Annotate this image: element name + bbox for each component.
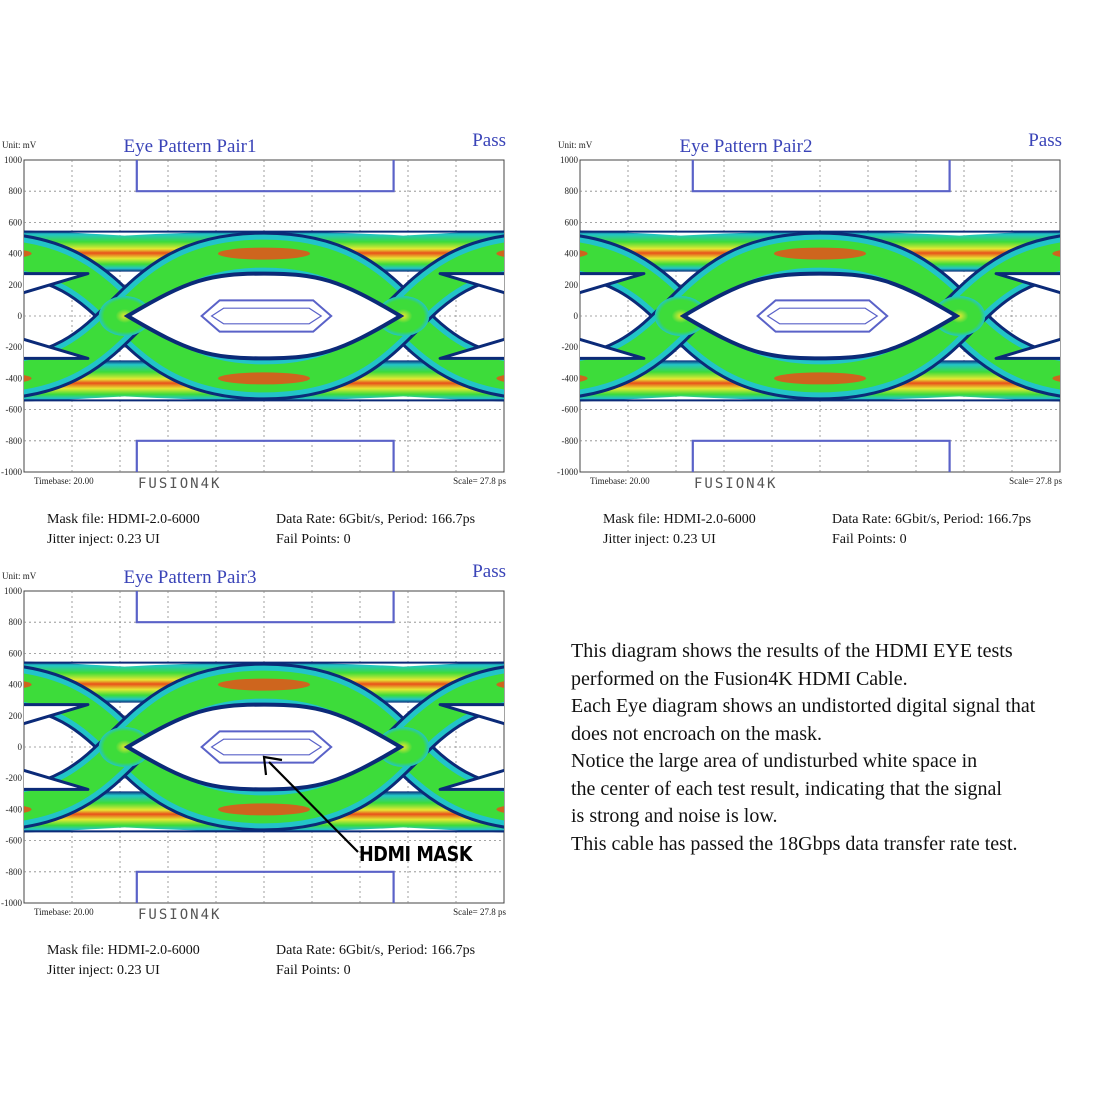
y-tick-label: -400 <box>5 804 22 815</box>
y-tick-label: -600 <box>5 835 22 846</box>
data-rate-text: Data Rate: 6Gbit/s, Period: 166.7ps <box>832 512 1032 527</box>
eye-transition-edge <box>1098 254 1112 379</box>
unit-label: Unit: mV <box>558 140 593 150</box>
jitter-text: Jitter inject: 0.23 UI <box>47 532 160 547</box>
eye-pattern-panel-2 <box>556 128 1066 547</box>
eye-pattern-title: Eye Pattern Pair2 <box>679 136 813 157</box>
fail-points-text: Fail Points: 0 <box>276 532 351 547</box>
eye-hotspot <box>774 372 866 384</box>
eye-hotspot <box>218 803 310 815</box>
mask-file-text: Mask file: HDMI-2.0-6000 <box>603 512 756 527</box>
y-tick-label: 400 <box>8 248 22 259</box>
hdmi-mask-label: HDMI MASK <box>359 842 473 866</box>
y-tick-label: -1000 <box>1 898 22 908</box>
y-tick-label: 800 <box>564 186 578 197</box>
eye-pattern-panel-3 <box>0 559 510 978</box>
data-rate-text: Data Rate: 6Gbit/s, Period: 166.7ps <box>276 943 476 958</box>
mask-file-text: Mask file: HDMI-2.0-6000 <box>47 943 200 958</box>
description-line: does not encroach on the mask. <box>571 722 823 745</box>
y-tick-label: 800 <box>8 186 22 197</box>
pass-status: Pass <box>472 561 506 582</box>
eye-transition <box>1098 254 1112 379</box>
eye-diagram-1 <box>0 128 510 498</box>
y-tick-label: 200 <box>8 710 22 721</box>
description-line: performed on the Fusion4K HDMI Cable. <box>571 667 908 690</box>
eye-diagram-2 <box>556 128 1066 498</box>
panel-info-right <box>276 941 475 981</box>
description-line: the center of each test result, indicating that the signal <box>571 777 1002 800</box>
y-tick-label: 600 <box>8 648 22 659</box>
scale-label: Scale= 27.8 ps <box>1009 476 1062 486</box>
y-tick-label: 400 <box>564 248 578 259</box>
pass-status: Pass <box>1028 130 1062 151</box>
description-line: Notice the large area of undisturbed white space in <box>571 750 978 772</box>
brand-watermark: FUSION4K <box>138 907 222 923</box>
eye-transition <box>1098 254 1112 379</box>
description-line: Each Eye diagram shows an undistorted digital signal that <box>571 695 1036 717</box>
scale-label: Scale= 27.8 ps <box>453 476 506 486</box>
fail-points-text: Fail Points: 0 <box>276 963 351 978</box>
brand-watermark: FUSION4K <box>138 476 222 492</box>
eye-hotspot <box>1052 248 1112 260</box>
eye-pattern-title: Eye Pattern Pair3 <box>123 567 257 588</box>
unit-label: Unit: mV <box>2 571 37 581</box>
eye-hotspot <box>218 248 310 260</box>
description-line: This cable has passed the 18Gbps data transfer rate test. <box>571 832 1018 855</box>
y-tick-label: -200 <box>561 342 578 353</box>
panel-info-left <box>47 941 200 981</box>
y-tick-label: 200 <box>8 279 22 290</box>
panel-info-right <box>276 510 475 550</box>
jitter-text: Jitter inject: 0.23 UI <box>47 963 160 978</box>
y-tick-label: -400 <box>561 373 578 384</box>
y-tick-label: -800 <box>5 435 22 446</box>
brand-watermark: FUSION4K <box>694 476 778 492</box>
y-tick-label: -200 <box>5 342 22 353</box>
unit-label: Unit: mV <box>2 140 37 150</box>
y-tick-label: 400 <box>8 679 22 690</box>
scale-label: Scale= 27.8 ps <box>453 907 506 917</box>
eye-diagram-3 <box>0 559 510 929</box>
y-tick-label: 0 <box>17 742 22 752</box>
y-tick-label: 1000 <box>4 586 22 596</box>
description-line: is strong and noise is low. <box>571 805 778 827</box>
y-tick-label: 0 <box>573 311 578 321</box>
y-tick-label: 1000 <box>560 155 578 165</box>
y-tick-label: -800 <box>561 435 578 446</box>
y-tick-label: -600 <box>561 404 578 415</box>
eye-hotspot <box>218 372 310 384</box>
pass-status: Pass <box>472 130 506 151</box>
eye-hotspot <box>774 248 866 260</box>
eye-hotspot <box>218 679 310 691</box>
y-tick-label: 200 <box>564 279 578 290</box>
y-tick-label: -200 <box>5 773 22 784</box>
eye-hotspot <box>1052 372 1112 384</box>
data-rate-text: Data Rate: 6Gbit/s, Period: 166.7ps <box>276 512 476 527</box>
eye-transition-halo <box>1098 254 1112 379</box>
mask-file-text: Mask file: HDMI-2.0-6000 <box>47 512 200 527</box>
y-tick-label: -600 <box>5 404 22 415</box>
y-tick-label: 600 <box>8 217 22 228</box>
timebase-label: Timebase: 20.00 <box>34 476 94 486</box>
y-tick-label: -400 <box>5 373 22 384</box>
jitter-text: Jitter inject: 0.23 UI <box>603 532 716 547</box>
y-tick-label: -800 <box>5 866 22 877</box>
timebase-label: Timebase: 20.00 <box>590 476 650 486</box>
y-tick-label: 600 <box>564 217 578 228</box>
y-tick-label: 800 <box>8 617 22 628</box>
eye-pattern-title: Eye Pattern Pair1 <box>123 136 257 157</box>
eye-transition-halo <box>1098 254 1112 379</box>
fail-points-text: Fail Points: 0 <box>832 532 907 547</box>
panel-info-left <box>47 510 200 550</box>
eye-pattern-panel-1 <box>0 128 510 547</box>
description-line: This diagram shows the results of the HDMI EYE tests <box>571 640 1013 662</box>
timebase-label: Timebase: 20.00 <box>34 907 94 917</box>
y-tick-label: -1000 <box>557 467 578 477</box>
y-tick-label: -1000 <box>1 467 22 477</box>
panel-info-right <box>832 510 1031 550</box>
description-text <box>571 638 1111 858</box>
panel-info-left <box>603 510 756 550</box>
y-tick-label: 0 <box>17 311 22 321</box>
y-tick-label: 1000 <box>4 155 22 165</box>
eye-transition-edge <box>1098 254 1112 379</box>
